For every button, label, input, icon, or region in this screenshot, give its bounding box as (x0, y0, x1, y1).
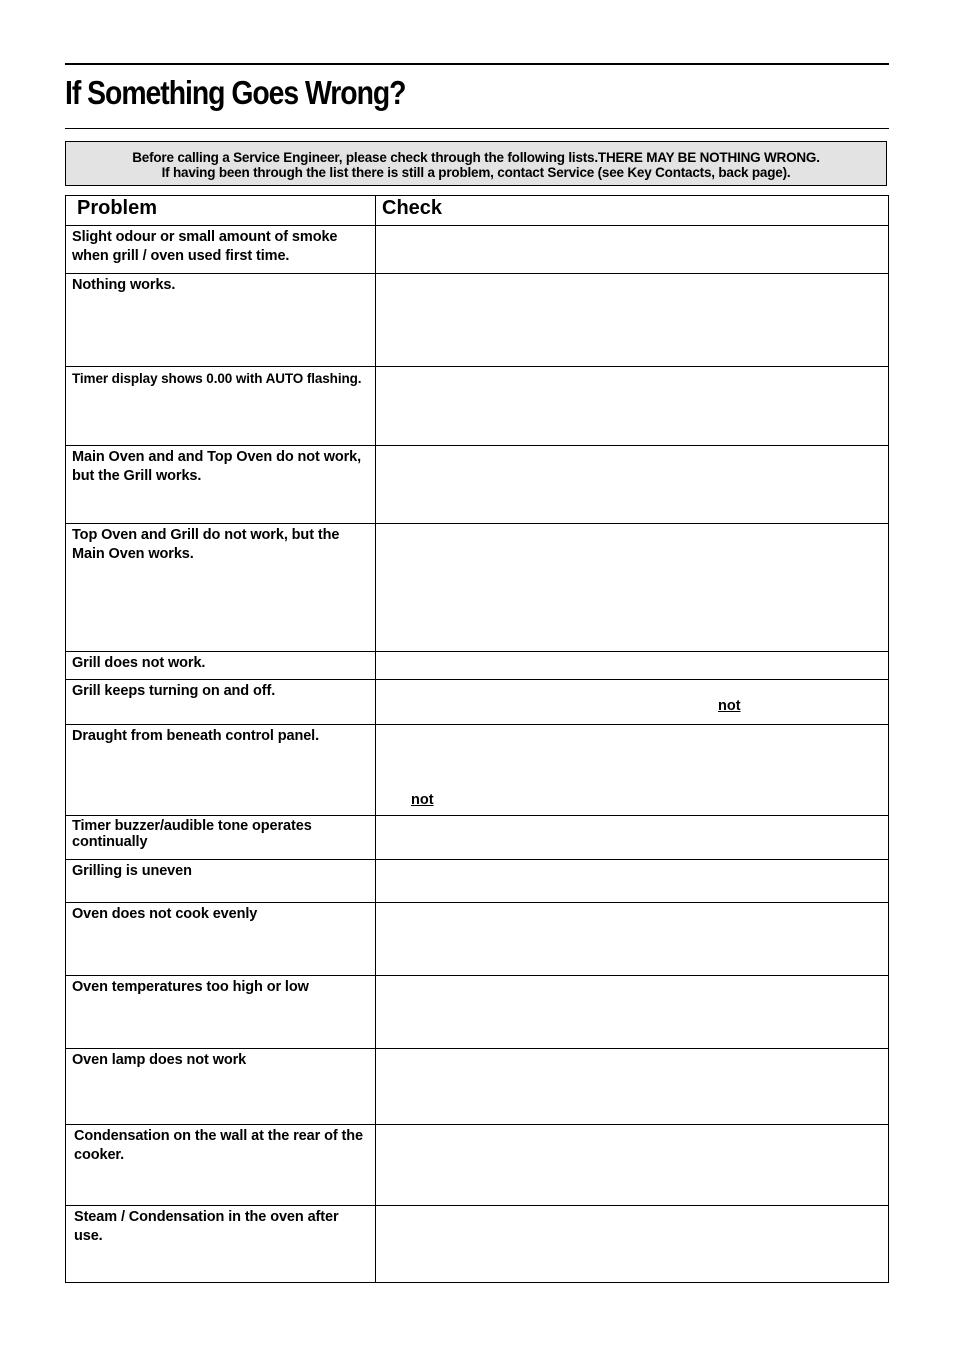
problem-cell: Steam / Condensation in the oven after use. (66, 1206, 376, 1283)
notice-line-2: If having been through the list there is still a problem, contact Service (see Key Contacts, back page). (161, 165, 791, 180)
check-cell (376, 274, 889, 367)
check-cell (376, 446, 889, 524)
problem-cell: Main Oven and and Top Oven do not work, but the Grill works. (66, 446, 376, 524)
check-cell (376, 226, 889, 274)
check-cell (376, 1206, 889, 1283)
notice-box (65, 141, 887, 186)
table-row (66, 367, 889, 446)
table-row (66, 976, 889, 1049)
table-row (66, 226, 889, 274)
emphasis-not: not (718, 698, 741, 714)
check-cell (376, 1049, 889, 1125)
table-row (66, 524, 889, 652)
table-row (66, 725, 889, 816)
table-row (66, 903, 889, 976)
check-column-header: Check (376, 196, 889, 226)
check-cell (376, 976, 889, 1049)
check-cell (376, 860, 889, 903)
table-row (66, 680, 889, 725)
check-cell (376, 524, 889, 652)
table-row (66, 446, 889, 524)
check-cell (376, 725, 889, 816)
problem-cell: Top Oven and Grill do not work, but the Main Oven works. (66, 524, 376, 652)
problem-cell: Grill does not work. (66, 652, 376, 680)
problem-cell: Nothing works. (66, 274, 376, 367)
problem-cell: Draught from beneath control panel. (66, 725, 376, 816)
notice-line-1: Before calling a Service Engineer, please check through the following lists.THERE MAY BE NOTHING WRONG. (132, 150, 820, 165)
page-title: If Something Goes Wrong? (65, 74, 406, 111)
title-rule (65, 128, 889, 129)
check-cell (376, 1125, 889, 1206)
troubleshooting-table (65, 195, 889, 1283)
table-row (66, 1125, 889, 1206)
check-cell (376, 903, 889, 976)
table-row (66, 860, 889, 903)
problem-cell: Oven lamp does not work (66, 1049, 376, 1125)
problem-cell: Grilling is uneven (66, 860, 376, 903)
check-cell (376, 680, 889, 725)
problem-cell: Oven temperatures too high or low (66, 976, 376, 1049)
check-cell (376, 367, 889, 446)
top-rule (65, 63, 889, 65)
emphasis-not: not (411, 792, 434, 808)
problem-cell: Slight odour or small amount of smoke when grill / oven used first time. (66, 226, 376, 274)
problem-cell: Condensation on the wall at the rear of the cooker. (66, 1125, 376, 1206)
problem-cell: Timer buzzer/audible tone operates continually (66, 816, 376, 860)
problem-cell: Grill keeps turning on and off. (66, 680, 376, 725)
table-row (66, 1206, 889, 1283)
table-row (66, 652, 889, 680)
problem-cell: Timer display shows 0.00 with AUTO flashing. (66, 367, 376, 446)
problem-column-header: Problem (66, 196, 376, 226)
table-row (66, 816, 889, 860)
table-row (66, 274, 889, 367)
problem-cell: Oven does not cook evenly (66, 903, 376, 976)
table-header-row (66, 196, 889, 226)
table-row (66, 1049, 889, 1125)
check-cell (376, 816, 889, 860)
check-cell (376, 652, 889, 680)
